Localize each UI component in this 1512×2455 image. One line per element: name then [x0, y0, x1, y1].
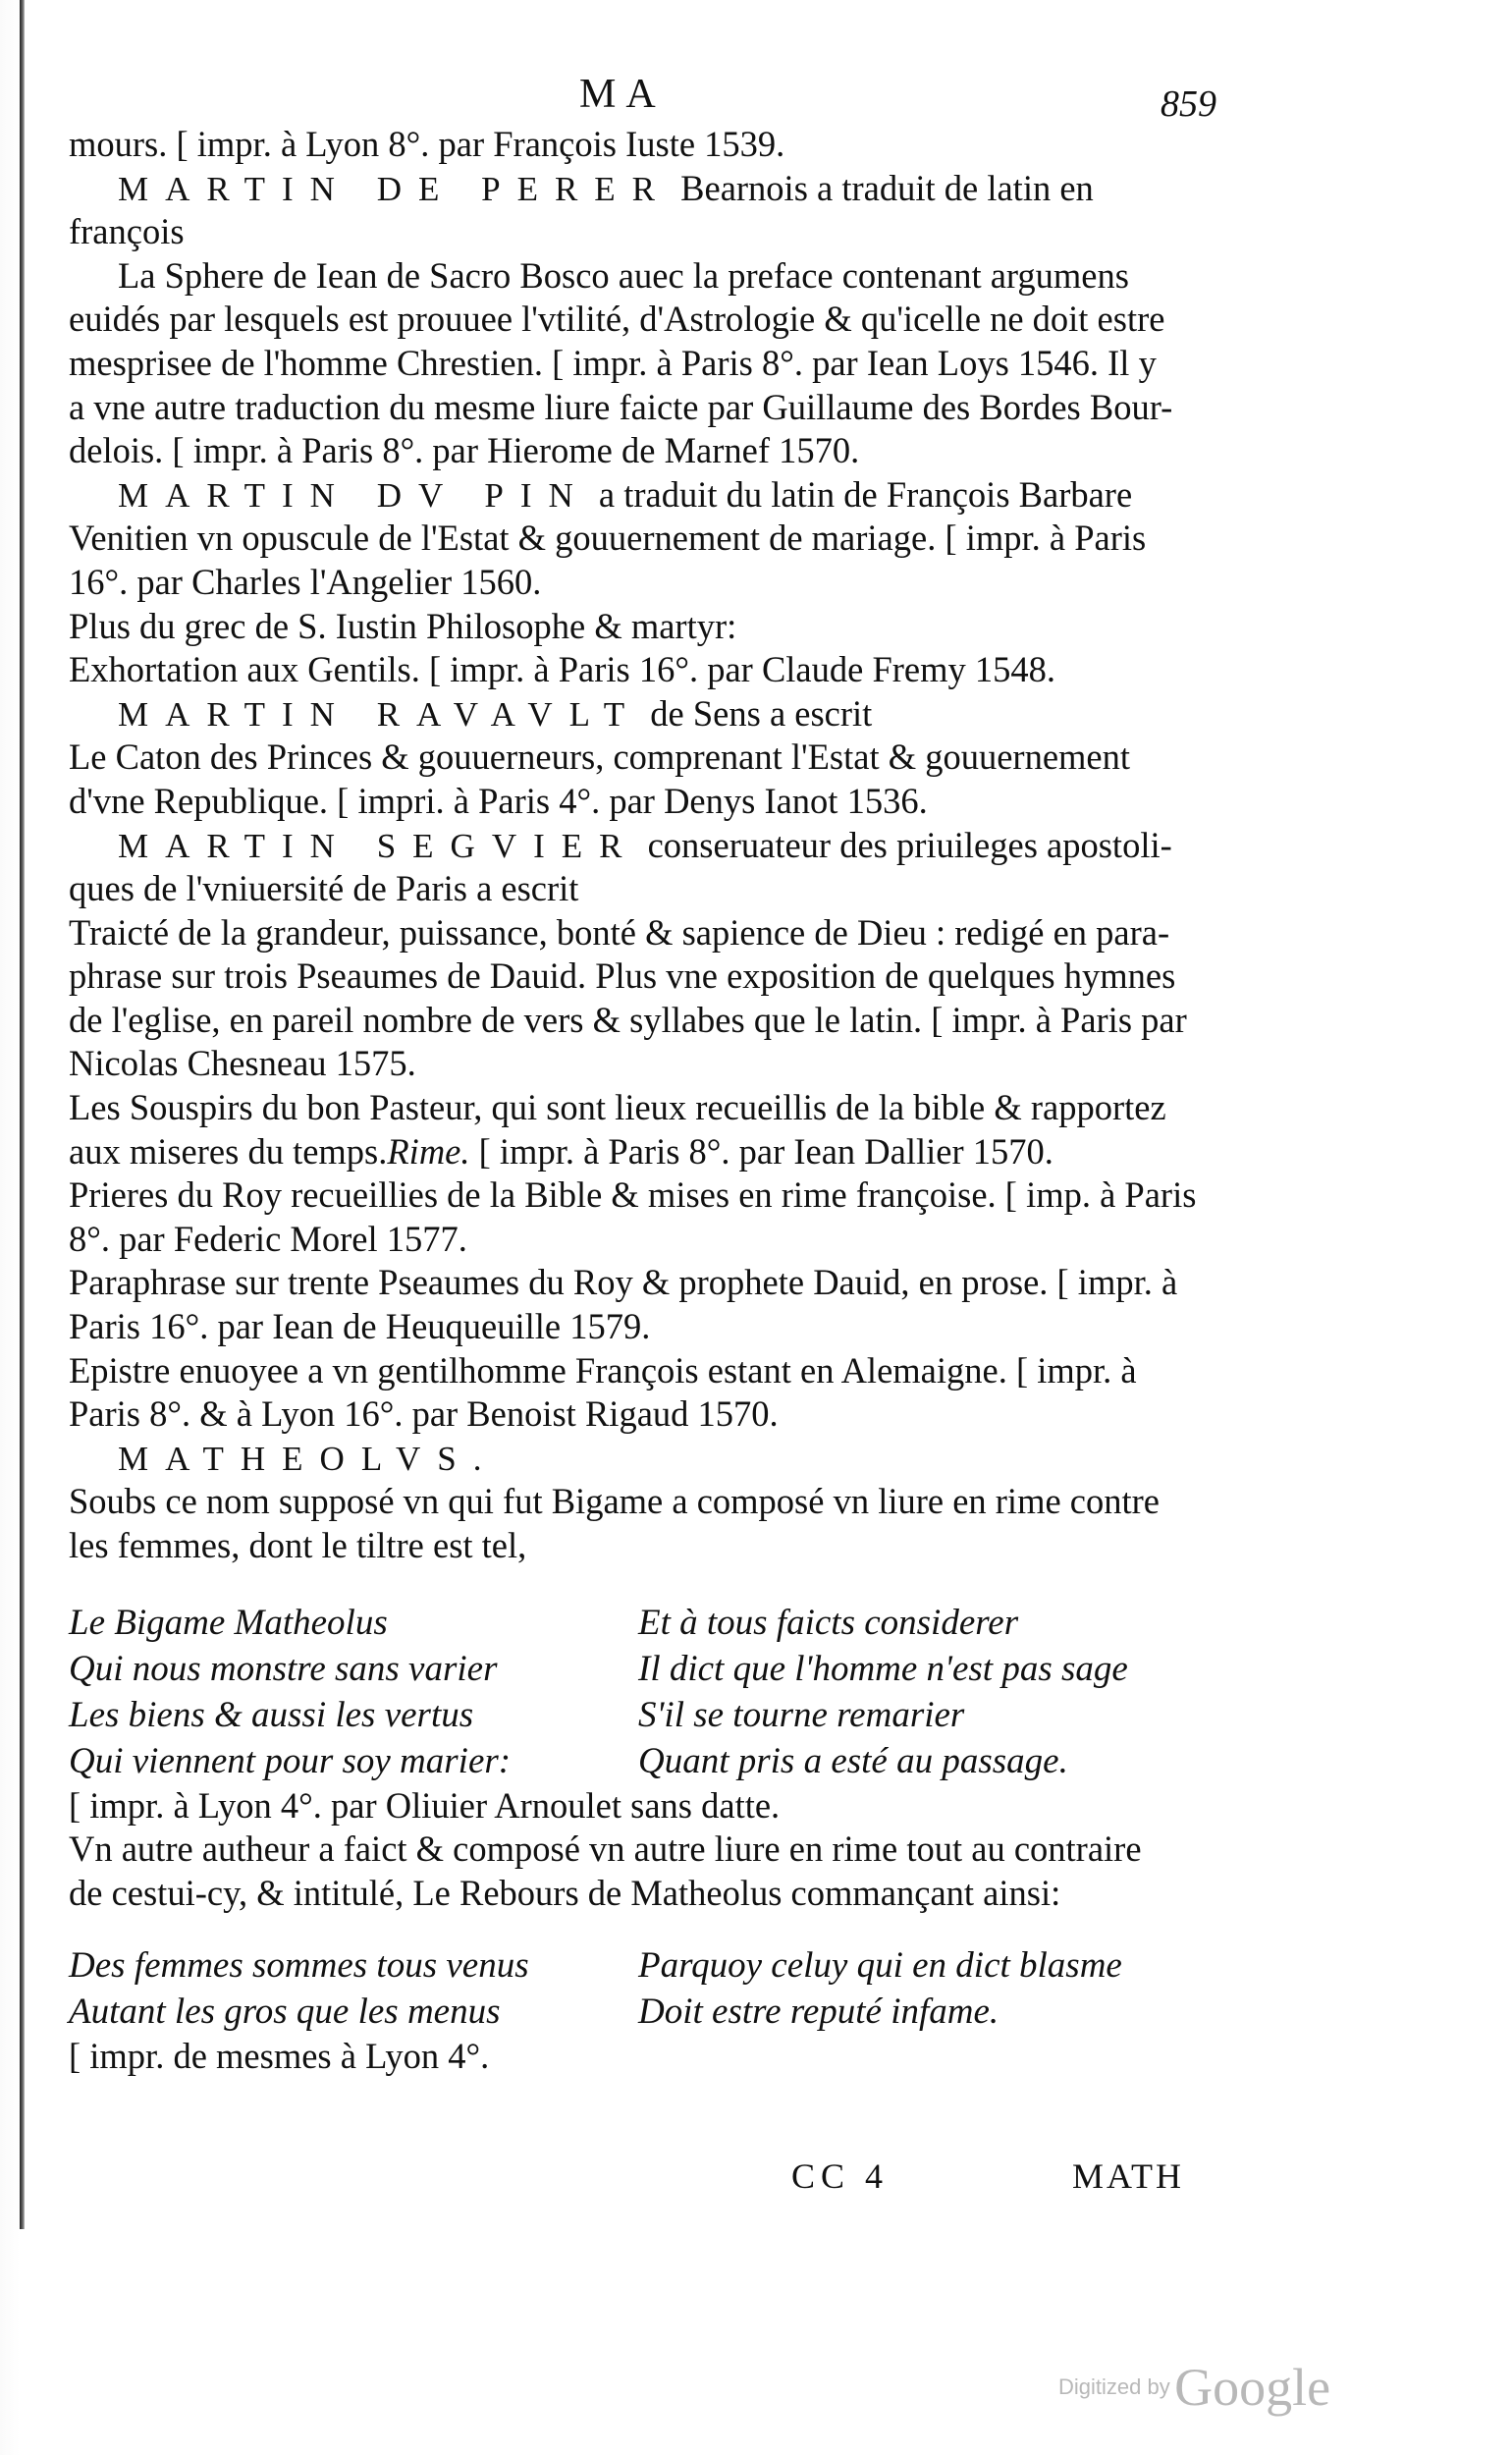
line-text: de cestui-cy, & intitulé, Le Rebours de Matheolus commançant ainsi: [69, 1872, 1061, 1913]
text-line [69, 955, 1257, 999]
entry-heading-line [69, 1437, 1257, 1481]
entry-heading-line [69, 692, 1257, 736]
verse-right: Il dict que l'homme n'est pas sage [638, 1648, 1128, 1689]
line-text: euidés par lesquels est prouuee l'vtilité, d'Astrologie & qu'icelle ne doit estre [69, 299, 1165, 340]
page-footer [0, 2155, 1512, 2214]
text-line [69, 1524, 1257, 1568]
text-line [69, 648, 1257, 692]
text-line [69, 605, 1257, 649]
line-text: aux miseres du temps. [69, 1130, 388, 1172]
line-text: a traduit du latin de François Barbare [589, 473, 1133, 515]
verse-left: Qui nous monstre sans varier [69, 1648, 498, 1689]
text-line [69, 1042, 1257, 1086]
text-line [69, 254, 1257, 299]
line-text: ques de l'vniuersité de Paris a escrit [69, 868, 579, 909]
text-line [69, 1872, 1257, 1916]
verse-row [69, 1738, 1257, 1784]
entry-heading-line [69, 824, 1257, 868]
author-name: MARTIN RAVAVLT [118, 694, 642, 734]
text-line [69, 123, 1257, 167]
line-text: Traicté de la grandeur, puissance, bonté & sapience de Dieu : redigé en para- [69, 911, 1170, 953]
text-line [69, 999, 1257, 1043]
text-line [69, 911, 1257, 955]
text-line [69, 867, 1257, 911]
google-logo: Google [1174, 2358, 1331, 2417]
text-line [69, 210, 1257, 254]
line-text: françois [69, 211, 185, 252]
line-text: [ impr. à Lyon 4°. par Oliuier Arnoulet sans datte. [69, 1784, 781, 1826]
line-text: Epistre enuoyee a vn gentilhomme François estant en Alemaigne. [ impr. à [69, 1349, 1137, 1391]
verse-right: Parquoy celuy qui en dict blasme [638, 1945, 1122, 1987]
line-text: Paris 8°. & à Lyon 16°. par Benoist Rigaud 1570. [69, 1393, 779, 1435]
entry-heading-line [69, 473, 1257, 518]
line-text: de l'eglise, en pareil nombre de vers & syllabes que le latin. [ impr. à Paris par [69, 999, 1187, 1040]
line-text: Exhortation aux Gentils. [ impr. à Paris 16°. par Claude Fremy 1548. [69, 649, 1055, 690]
verse-row [69, 1989, 1257, 2035]
verse-right: Doit estre reputé infame. [638, 1991, 999, 2033]
verse-right: S'il se tourne remarier [638, 1694, 965, 1735]
text-line [69, 342, 1257, 386]
catchword: MATH [1072, 2156, 1185, 2196]
verse-left: Le Bigame Matheolus [69, 1602, 388, 1643]
text-line [69, 1305, 1257, 1349]
verse-left: Autant les gros que les menus [69, 1991, 501, 2033]
signature-mark: CC 4 [791, 2156, 890, 2196]
line-text: les femmes, dont le tiltre est tel, [69, 1525, 527, 1565]
line-text: d'vne Republique. [ impri. à Paris 4°. par Denys Ianot 1536. [69, 780, 928, 821]
page-number: 859 [1161, 83, 1216, 125]
verse-block-rebours [69, 1942, 1257, 2035]
line-text: mesprisee de l'homme Chrestien. [ impr. à Paris 8°. par Iean Loys 1546. Il y [69, 342, 1157, 383]
line-text: mours. [ impr. à Lyon 8°. par François Iuste 1539. [69, 124, 785, 164]
text-line [69, 298, 1257, 342]
genre-note: Rime. [387, 1130, 470, 1172]
prose-section-1 [69, 123, 1257, 1568]
text-line [69, 1349, 1257, 1393]
spacer [69, 1568, 1257, 1600]
line-text: a vne autre traduction du mesme liure faicte par Guillaume des Bordes Bour- [69, 386, 1173, 427]
text-line [69, 780, 1257, 824]
line-text: Nicolas Chesneau 1575. [69, 1043, 416, 1084]
text-line [69, 1828, 1257, 1872]
line-text: Prieres du Roy recueillies de la Bible & mises en rime françoise. [ imp. à Paris [69, 1174, 1197, 1216]
text-line [69, 736, 1257, 780]
line-text: La Sphere de Iean de Sacro Bosco auec la preface contenant argumens [118, 254, 1129, 296]
verse-row [69, 1600, 1257, 1646]
verse-right: Quant pris a esté au passage. [638, 1740, 1068, 1781]
verse-block-matheolus [69, 1600, 1257, 1784]
page-header [0, 61, 1512, 130]
line-text: Bearnois a traduit de latin en [672, 167, 1094, 208]
text-line [69, 1218, 1257, 1262]
text-line [69, 1086, 1257, 1130]
text-line [69, 1480, 1257, 1524]
line-text: phrase sur trois Pseaumes de Dauid. Plus vne exposition de quelques hymnes [69, 955, 1176, 997]
line-text: Plus du grec de S. Iustin Philosophe & martyr: [69, 605, 737, 646]
verse-left: Des femmes sommes tous venus [69, 1945, 529, 1987]
line-text: Les Souspirs du bon Pasteur, qui sont lieux recueillis de la bible & rapportez [69, 1087, 1166, 1128]
author-name: MATHEOLVS. [118, 1439, 499, 1478]
text-line [69, 1173, 1257, 1218]
page-gutter-edge [20, 0, 25, 2229]
prose-section-2 [69, 1784, 1257, 1916]
digitized-watermark [1058, 2357, 1330, 2418]
line-text: Soubs ce nom supposé vn qui fut Bigame a composé vn liure en rime contre [69, 1481, 1160, 1522]
line-text-cont: [ impr. à Paris 8°. par Iean Dallier 1570. [469, 1130, 1053, 1172]
line-text: Paris 16°. par Iean de Heuqueuille 1579. [69, 1306, 651, 1347]
line-text: delois. [ impr. à Paris 8°. par Hierome de Marnef 1570. [69, 430, 860, 471]
verse-left: Les biens & aussi les vertus [69, 1694, 474, 1735]
verse-row [69, 1942, 1257, 1989]
line-text: Vn autre autheur a faict & composé vn autre liure en rime tout au contraire [69, 1828, 1142, 1870]
text-line [69, 1784, 1257, 1828]
verse-right: Et à tous faicts considerer [638, 1602, 1019, 1643]
entry-heading-line [69, 167, 1257, 211]
line-text: 8°. par Federic Morel 1577. [69, 1218, 467, 1259]
author-name: MARTIN DE PERER [118, 169, 673, 208]
text-line [69, 561, 1257, 605]
author-name: MARTIN DV PIN [118, 475, 590, 515]
line-text: Le Caton des Princes & gouuerneurs, comprenant l'Estat & gouuernement [69, 736, 1131, 778]
text-line [69, 429, 1257, 473]
text-line [69, 1261, 1257, 1305]
line-text: 16°. par Charles l'Angelier 1560. [69, 561, 542, 602]
author-name: MARTIN SEGVIER [118, 826, 639, 865]
verse-row [69, 1692, 1257, 1738]
page-margin [0, 0, 20, 2455]
text-line [69, 386, 1257, 430]
watermark-prefix: Digitized by [1058, 2374, 1170, 2399]
text-line [69, 1392, 1257, 1437]
text-line [69, 517, 1257, 561]
spacer [69, 1915, 1257, 1942]
text-line [69, 1130, 1257, 1174]
verse-row [69, 1646, 1257, 1692]
closing-line: [ impr. de mesmes à Lyon 4°. [69, 2036, 490, 2077]
line-text: Paraphrase sur trente Pseaumes du Roy & prophete Dauid, en prose. [ impr. à [69, 1262, 1178, 1303]
line-text: conseruateur des priuileges apostoli- [638, 824, 1172, 865]
verse-left: Qui viennent pour soy marier: [69, 1740, 512, 1781]
running-head: MA [579, 72, 666, 117]
line-text: de Sens a escrit [641, 692, 873, 734]
line-text: Venitien vn opuscule de l'Estat & gouuernement de mariage. [ impr. à Paris [69, 518, 1147, 559]
text-block [69, 123, 1257, 2079]
